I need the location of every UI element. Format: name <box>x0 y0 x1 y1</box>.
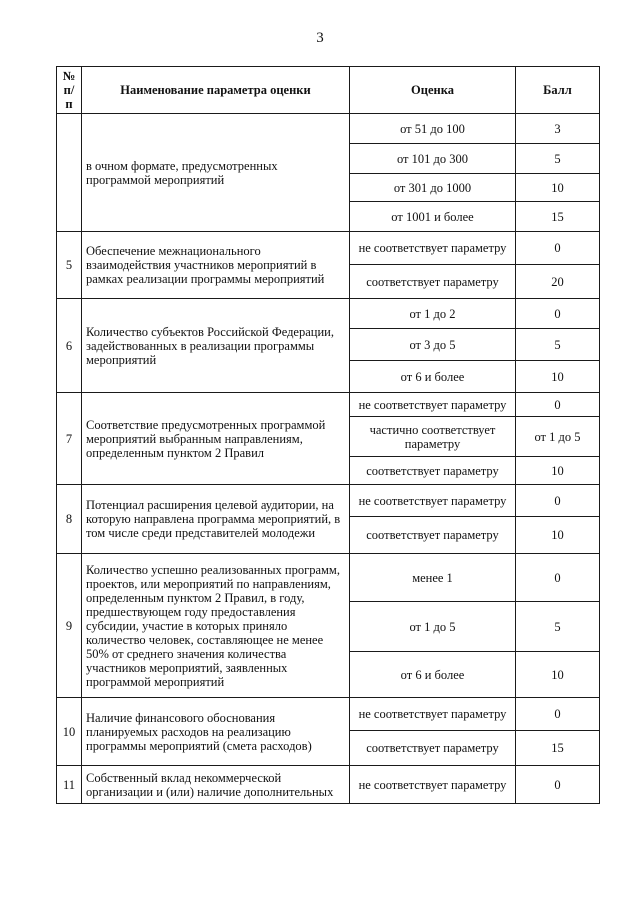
score-cell: 10 <box>516 457 600 485</box>
table-row <box>57 114 600 144</box>
score-cell: 10 <box>516 174 600 202</box>
score-cell: 20 <box>516 265 600 299</box>
row-number <box>57 114 82 232</box>
grade-cell: не соответствует параметру <box>350 485 516 517</box>
score-cell: 0 <box>516 766 600 804</box>
table-row <box>57 766 600 804</box>
score-cell: 0 <box>516 393 600 417</box>
header-name: Наименование параметра оценки <box>82 67 350 114</box>
row-number: 8 <box>57 485 82 554</box>
header-score: Балл <box>516 67 600 114</box>
grade-cell: не соответствует параметру <box>350 232 516 265</box>
table-row <box>57 232 600 265</box>
table-row <box>57 485 600 517</box>
header-grade: Оценка <box>350 67 516 114</box>
parameter-name: Наличие финансового обоснования планируемых расходов на реализацию программы мероприятий (смета расходов) <box>82 698 350 766</box>
grade-cell: от 1 до 5 <box>350 602 516 652</box>
parameter-name: Количество субъектов Российской Федерации, задействованных в реализации программы мероприятий <box>82 299 350 393</box>
score-cell: 0 <box>516 232 600 265</box>
table-row <box>57 299 600 329</box>
row-number: 5 <box>57 232 82 299</box>
row-number: 6 <box>57 299 82 393</box>
grade-cell: частично соответствует параметру <box>350 417 516 457</box>
table-row <box>57 554 600 602</box>
grade-cell: от 1 до 2 <box>350 299 516 329</box>
grade-cell: от 6 и более <box>350 652 516 698</box>
row-number: 9 <box>57 554 82 698</box>
score-cell: от 1 до 5 <box>516 417 600 457</box>
page-number: 3 <box>316 30 324 46</box>
grade-cell: соответствует параметру <box>350 731 516 766</box>
grade-cell: менее 1 <box>350 554 516 602</box>
parameter-name: Обеспечение межнационального взаимодействия участников мероприятий в рамках реализации программы мероприятий <box>82 232 350 299</box>
grade-cell: от 51 до 100 <box>350 114 516 144</box>
parameter-name: Соответствие предусмотренных программой мероприятий выбранным направлениям, определенным пунктом 2 Правил <box>82 393 350 485</box>
score-cell: 15 <box>516 731 600 766</box>
grade-cell: не соответствует параметру <box>350 698 516 731</box>
grade-cell: не соответствует параметру <box>350 766 516 804</box>
score-cell: 3 <box>516 114 600 144</box>
score-cell: 15 <box>516 202 600 232</box>
score-cell: 10 <box>516 361 600 393</box>
grade-cell: соответствует параметру <box>350 517 516 554</box>
grade-cell: от 101 до 300 <box>350 144 516 174</box>
table-header-row <box>57 67 600 114</box>
score-cell: 10 <box>516 517 600 554</box>
score-cell: 0 <box>516 485 600 517</box>
row-number: 11 <box>57 766 82 804</box>
grade-cell: соответствует параметру <box>350 457 516 485</box>
evaluation-table <box>56 66 600 804</box>
score-cell: 0 <box>516 299 600 329</box>
grade-cell: не соответствует параметру <box>350 393 516 417</box>
grade-cell: от 1001 и более <box>350 202 516 232</box>
score-cell: 5 <box>516 602 600 652</box>
grade-cell: от 6 и более <box>350 361 516 393</box>
parameter-name: Количество успешно реализованных программ, проектов, или мероприятий по направлениям, определенным пунктом 2 Правил, в году, предшествующем году предоставления субсидии, участие в которых приняло количество человек, составляющее не менее 50% от среднего значения количества участников мероприятий, заявленных программой мероприятий <box>82 554 350 698</box>
grade-cell: соответствует параметру <box>350 265 516 299</box>
table-row <box>57 698 600 731</box>
row-number: 7 <box>57 393 82 485</box>
table-row <box>57 393 600 417</box>
header-num: № п/п <box>57 67 82 114</box>
score-cell: 0 <box>516 698 600 731</box>
score-cell: 5 <box>516 144 600 174</box>
parameter-name: Потенциал расширения целевой аудитории, на которую направлена программа мероприятий, в том числе среди представителей молодежи <box>82 485 350 554</box>
grade-cell: от 301 до 1000 <box>350 174 516 202</box>
score-cell: 5 <box>516 329 600 361</box>
parameter-name: Собственный вклад некоммерческой организации и (или) наличие дополнительных <box>82 766 350 804</box>
score-cell: 10 <box>516 652 600 698</box>
grade-cell: от 3 до 5 <box>350 329 516 361</box>
score-cell: 0 <box>516 554 600 602</box>
parameter-name: в очном формате, предусмотренных программой мероприятий <box>82 114 350 232</box>
row-number: 10 <box>57 698 82 766</box>
